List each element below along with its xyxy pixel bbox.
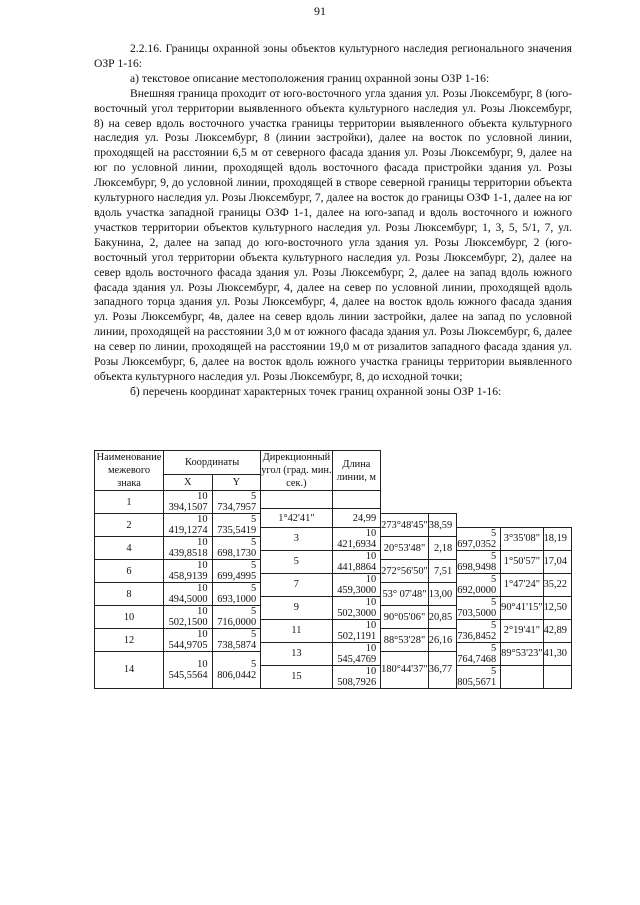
header-x: X [164,475,213,491]
point-x: 10 459,3000 [332,573,381,596]
point-name: 3 [261,527,332,550]
point-x: 10 458,9139 [164,560,213,583]
point-x: 10 544,9705 [164,629,213,652]
text-block [94,42,572,400]
point-x: 10 502,1191 [332,619,381,642]
point-y: 5 716,0000 [212,606,261,629]
table-row [95,491,572,509]
point-x: 10 419,1274 [164,514,213,537]
line-length: 38,59 [428,514,456,537]
item-b-heading: б) перечень координат характерных точек границ охранной зоны ОЗР 1-16: [130,384,502,398]
point-x: 10 439,8518 [164,537,213,560]
direction-angle: 1°50'57" [501,550,543,573]
point-name: 8 [95,583,164,606]
point-x: 10 545,4769 [332,642,381,665]
direction-angle: 89°53'23" [501,642,543,665]
direction-angle: 2°19'41" [501,619,543,642]
boundary-description: Внешняя граница проходит от юго-восточного угла здания ул. Розы Люксембург, 8 (юго-восточный угол территории выявленного объекта культурного наследия ул. Розы Люксембург, 8) на север вдоль восточного участка границы территории выявленного объекта культурного наследия ул. Розы Люксембург, 8 (линии застройки), далее на восток по условной линии, проходящей на расстоянии 6,5 м от северного фасада здания ул. Розы Люксембург, 9, далее на юг по условной линии, проходящей вдоль восточного фасада пристройки здания ул. Розы Люксембург, 9, до условной линии, проходящей в створе северной границы территории объекта культурного наследия ул. Розы Люксембург, 7, далее на восток до границы ОЗФ 1-1, далее на юг вдоль участка западной границы ОЗФ 1-1, далее на юго-запад и вдоль восточного и южного участков территории объектов культурного наследия ул. Розы Люксембург, 1, 3, 5, 5/1, 7, ул. Бакунина, 2, далее на запад до юго-восточного угла здания ул. Розы Люксембург, 2 (юго-восточный угол территории объекта культурного наследия ул. Розы Люксембург, 2), далее на север вдоль восточного фасада здания ул. Розы Люксембург, 2, далее на запад вдоль южного фасада здания ул. Розы Люксембург, 4, далее на север по условной линии, проходящей вдоль западного торца здания ул. Розы Люксембург, 4, далее на восток вдоль южного фасада здания ул. Розы Люксембург, 4в, далее на север вдоль линии застройки, далее на запад по условной линии, проходящей на расстоянии 3,0 м от южного фасада здания ул. Розы Люксембург, 6, далее на север по линии, проходящей на расстоянии 19,0 м от ризалитов западного фасада здания ул. Розы Люксембург, 6, далее на восток вдоль южного участка границы территории выявленного объекта культурного наследия ул. Розы Люксембург, 8, до исходной точки; [94,86,572,383]
point-name: 5 [261,550,332,573]
direction-angle: 1°42'41" [261,509,332,527]
item-a-heading: а) текстовое описание местоположения границ охранной зоны ОЗР 1-16: [130,71,490,85]
point-y: 5 692,0000 [457,573,501,596]
line-length: 7,51 [428,560,456,583]
coordinates-table-body [95,491,572,689]
angle-empty [501,665,543,688]
point-name: 2 [95,514,164,537]
section-title: 2.2.16. Границы охранной зоны объектов культурного наследия регионального значения ОЗР 1-16: [94,42,572,70]
line-length: 20,85 [428,606,456,629]
direction-angle: 180°44'37" [381,652,429,689]
point-name: 14 [95,652,164,689]
point-name: 1 [95,491,164,514]
point-name: 11 [261,619,332,642]
point-name: 13 [261,642,332,665]
point-x: 10 502,1500 [164,606,213,629]
point-x: 10 421,6934 [332,527,381,550]
direction-angle: 272°56'50" [381,560,429,583]
line-length: 13,00 [428,583,456,606]
point-name: 4 [95,537,164,560]
point-name: 6 [95,560,164,583]
coordinates-table [94,450,572,689]
direction-angle: 88°53'28" [381,629,429,652]
point-name: 12 [95,629,164,652]
point-x: 10 441,8864 [332,550,381,573]
direction-angle: 90°05'06" [381,606,429,629]
line-length: 42,89 [543,619,571,642]
point-y: 5 738,5874 [212,629,261,652]
line-length: 41,30 [543,642,571,665]
point-y: 5 806,0442 [212,652,261,689]
point-y: 5 698,9498 [457,550,501,573]
point-y: 5 805,5671 [457,665,501,688]
header-name: Наименование межевого знака [95,451,164,491]
line-length: 26,16 [428,629,456,652]
header-length: Длина линии, м [332,451,381,491]
page-number: 91 [314,4,326,18]
line-length: 24,99 [332,509,381,527]
point-x: 10 394,1507 [164,491,213,514]
point-name: 9 [261,596,332,619]
line-length: 12,50 [543,596,571,619]
point-y: 5 736,8452 [457,619,501,642]
point-x: 10 545,5564 [164,652,213,689]
direction-angle: 90°41'15" [501,596,543,619]
line-length: 18,19 [543,527,571,550]
point-y: 5 697,0352 [457,527,501,550]
line-length: 35,22 [543,573,571,596]
point-name: 10 [95,606,164,629]
length-empty [543,665,571,688]
line-length: 2,18 [428,537,456,560]
point-x: 10 494,5000 [164,583,213,606]
point-y: 5 764,7468 [457,642,501,665]
point-name: 7 [261,573,332,596]
header-angle: Дирекционный угол (град. мин. сек.) [261,452,332,489]
point-y: 5 698,1730 [212,537,261,560]
direction-angle: 20°53'48" [381,537,429,560]
direction-angle: 53° 07'48" [381,583,429,606]
point-x: 10 502,3000 [332,596,381,619]
point-x: 10 508,7926 [332,665,381,688]
direction-angle: 1°47'24" [501,573,543,596]
header-y: Y [212,475,261,491]
header-coords: Координаты [164,451,261,475]
point-y: 5 703,5000 [457,596,501,619]
direction-angle: 3°35'08" [501,527,543,550]
point-name: 15 [261,665,332,688]
line-length: 36,77 [428,652,456,689]
point-y: 5 735,5419 [212,514,261,537]
point-y: 5 693,1000 [212,583,261,606]
line-length: 17,04 [543,550,571,573]
angle-empty [261,491,332,509]
direction-angle: 273°48'45" [381,514,429,537]
length-empty [332,491,381,509]
point-y: 5 734,7957 [212,491,261,514]
point-y: 5 699,4995 [212,560,261,583]
